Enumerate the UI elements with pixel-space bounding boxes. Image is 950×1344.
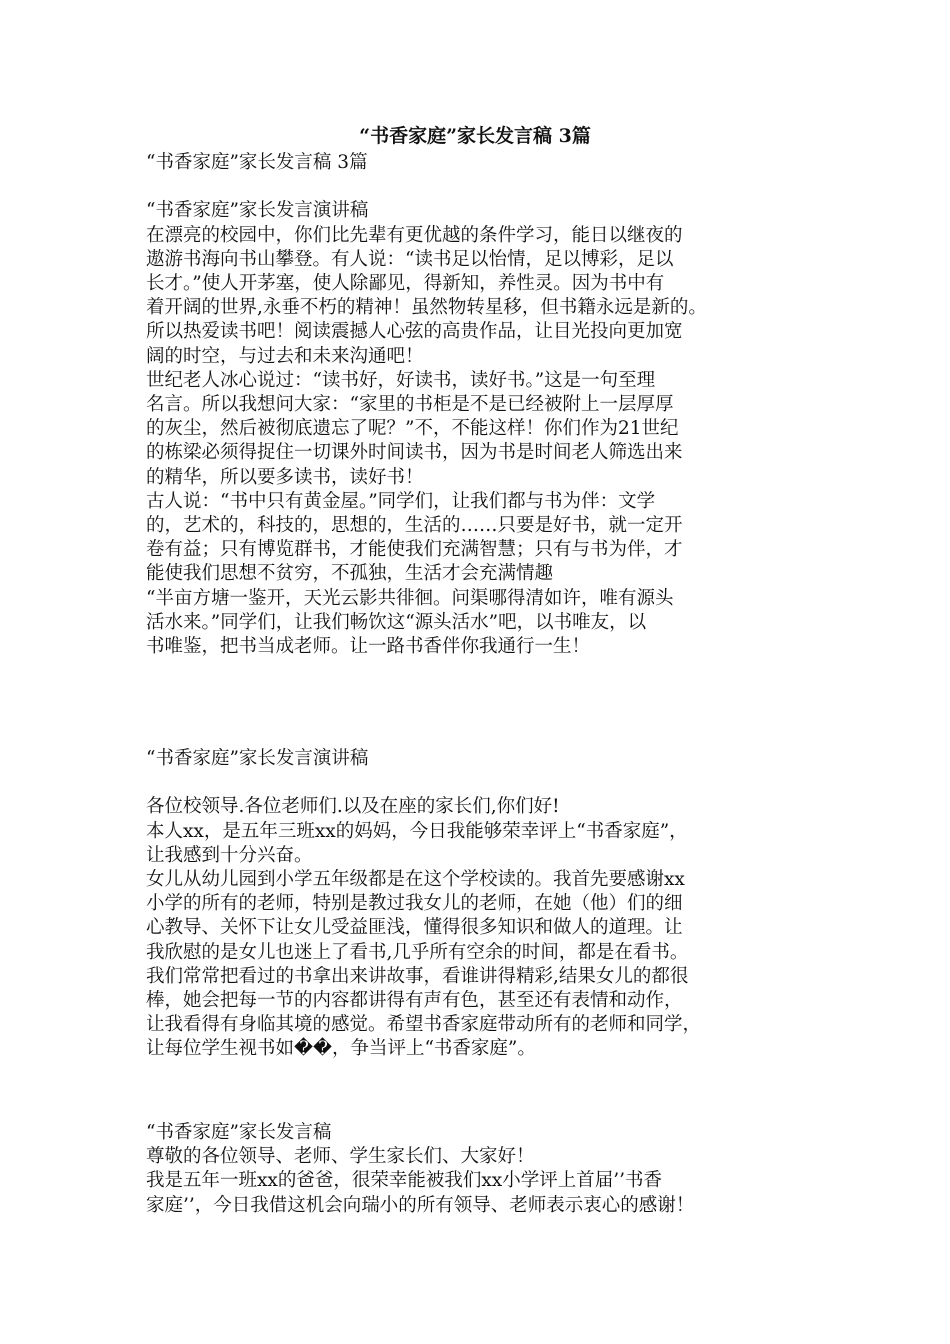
paragraph-line: 家庭’’，今日我借这机会向瑞小的所有领导、老师表示衷心的感谢！ — [146, 1194, 695, 1216]
paragraph-line: 卷有益；只有博览群书，才能使我们充满智慧；只有与书为伴，才 — [146, 539, 683, 561]
paragraph-line: 各位校领导.各位老师们.以及在座的家长们,你们好! — [146, 796, 560, 818]
paragraph-line: “半亩方塘一鉴开，天光云影共徘徊。问渠哪得清如许，唯有源头 — [146, 587, 674, 609]
paragraph-line: 阔的时空，与过去和未来沟通吧！ — [146, 345, 424, 367]
paragraph-line: 我欣慰的是女儿也迷上了看书,几乎所有空余的时间，都是在看书。 — [146, 941, 689, 963]
blank-line — [146, 175, 846, 199]
section-heading: “书香家庭”家长发言演讲稿 — [146, 200, 369, 222]
paragraph-line: 书唯鉴，把书当成老师。让一路书香伴你我通行一生！ — [146, 636, 591, 658]
paragraph-line: 长才。”使人开茅塞，使人除鄙见，得新知，养性灵。因为书中有 — [146, 273, 665, 295]
paragraph-line: 着开阔的世界,永垂不朽的精神！虽然物转星移，但书籍永远是新的。 — [146, 297, 707, 319]
paragraph-line: 让我感到十分兴奋。 — [146, 844, 313, 866]
paragraph-line: 所以热爱读书吧！阅读震撼人心弦的高贵作品，让目光投向更加宽 — [146, 321, 683, 343]
paragraph-line: 的精华，所以要多读书，读好书！ — [146, 466, 424, 488]
paragraph-line: 我是五年一班xx的爸爸，很荣幸能被我们xx小学评上首届’’书香 — [146, 1170, 662, 1192]
paragraph-line: 能使我们思想不贫穷，不孤独，生活才会充满情趣 — [146, 563, 554, 585]
paragraph-line: 世纪老人冰心说过：“读书好，好读书，读好书。”这是一句至理 — [146, 369, 656, 391]
section-2 — [146, 747, 846, 1062]
paragraph-line: 遨游书海向书山攀登。有人说：“读书足以怡情，足以博彩，足以 — [146, 248, 674, 270]
section-heading: “书香家庭”家长发言稿 — [146, 1122, 332, 1143]
paragraph-line: 的，艺术的，科技的，思想的，生活的……只要是好书，就一定开 — [146, 515, 683, 537]
paragraph-line: 的灰尘，然后被彻底遗忘了呢？”不，不能这样！你们作为21世纪 — [146, 418, 679, 440]
paragraph-line: 的栋梁必须得捉住一切课外时间读书，因为书是时间老人筛选出来 — [146, 442, 683, 464]
section-heading: “书香家庭”家长发言演讲稿 — [146, 748, 369, 769]
paragraph-line: 我们常常把看过的书拿出来讲故事，看谁讲得精彩,结果女儿的都很 — [146, 965, 689, 987]
paragraph-line: 让每位学生视书如��，争当评上“书香家庭”。 — [146, 1038, 536, 1060]
paragraph-line: 棒，她会把每一节的内容都讲得有声有色，甚至还有表情和动作， — [146, 990, 683, 1012]
section-3 — [146, 1121, 846, 1218]
paragraph-line: 在漂亮的校园中，你们比先辈有更优越的条件学习，能日以继夜的 — [146, 224, 683, 246]
blank-line — [146, 771, 846, 795]
section-1 — [146, 151, 846, 659]
paragraph-line: 名言。所以我想问大家：“家里的书柜是不是已经被附上一层厚厚 — [146, 394, 674, 416]
paragraph-line: 让我看得有身临其境的感觉。希望书香家庭带动所有的老师和同学， — [146, 1014, 702, 1036]
document-subtitle: “书香家庭”家长发言稿 3篇 — [146, 152, 368, 173]
paragraph-line: 女儿从幼儿园到小学五年级都是在这个学校读的。我首先要感谢xx — [146, 869, 685, 891]
paragraph-line: 本人xx，是五年三班xx的妈妈，今日我能够荣幸评上“书香家庭”， — [146, 820, 688, 842]
paragraph-line: 心教导、关怀下让女儿受益匪浅，懂得很多知识和做人的道理。让 — [146, 917, 683, 939]
document-title: “书香家庭”家长发言稿 3篇 — [359, 125, 591, 147]
paragraph-line: 尊敬的各位领导、老师、学生家长们、大家好！ — [146, 1146, 535, 1168]
paragraph-line: 古人说：“书中只有黄金屋。”同学们，让我们都与书为伴：文学 — [146, 490, 656, 512]
paragraph-line: 活水来。”同学们，让我们畅饮这“源头活水”吧，以书唯友，以 — [146, 611, 647, 633]
paragraph-line: 小学的所有的老师，特别是教过我女儿的老师，在她（他）们的细 — [146, 893, 683, 915]
